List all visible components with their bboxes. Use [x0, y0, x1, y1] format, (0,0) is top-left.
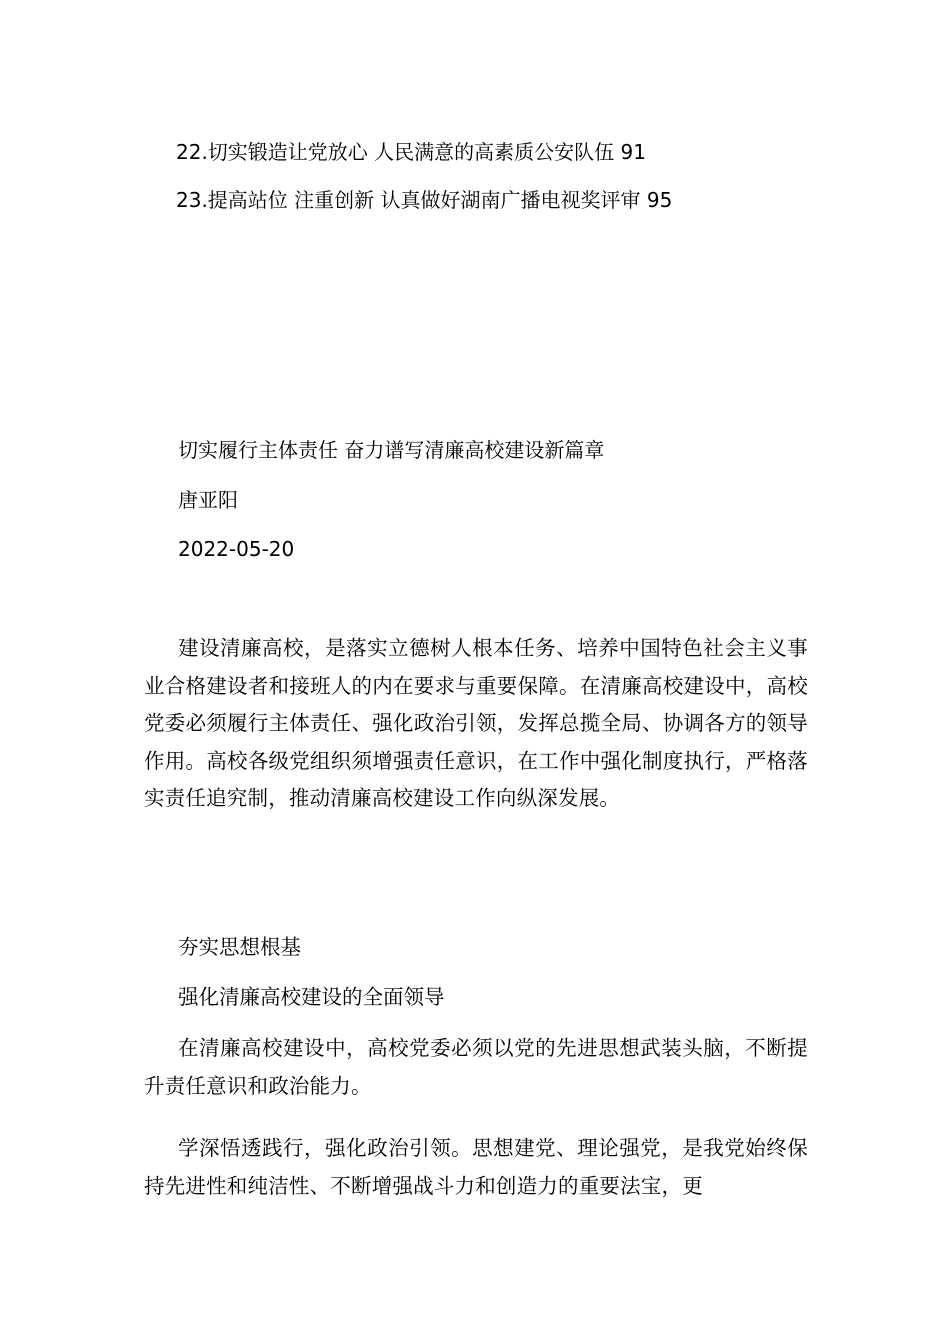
- paragraph-intro: 建设清廉高校，是落实立德树人根本任务、培养中国特色社会主义事业合格建设者和接班人的内在要求与重要保障。在清廉高校建设中，高校党委必须履行主体责任、强化政治引领，发挥总揽全局、协调各方的领导作用。高校各级党组织须增强责任意识，在工作中强化制度执行，严格落实责任追究制，推动清廉高校建设工作向纵深发展。: [144, 636, 808, 810]
- article-title: 切实履行主体责任 奋力谱写清廉高校建设新篇章: [178, 438, 605, 462]
- toc-entry-23: 23.提高站位 注重创新 认真做好湖南广播电视奖评审 95: [176, 188, 673, 212]
- toc-entry-22: 22.切实锻造让党放心 人民满意的高素质公安队伍 91: [176, 140, 646, 164]
- paragraph-body-2: 学深悟透践行，强化政治引领。思想建党、理论强党，是我党始终保持先进性和纯洁性、不断增强战斗力和创造力的重要法宝，更: [144, 1136, 808, 1198]
- article-author: 唐亚阳: [178, 488, 238, 512]
- paragraph-body-1: 在清廉高校建设中，高校党委必须以党的先进思想武装头脑，不断提升责任意识和政治能力。: [144, 1036, 808, 1098]
- section-subheading: 强化清廉高校建设的全面领导: [178, 985, 445, 1009]
- article-date: 2022-05-20: [178, 537, 295, 561]
- section-heading: 夯实思想根基: [178, 935, 301, 959]
